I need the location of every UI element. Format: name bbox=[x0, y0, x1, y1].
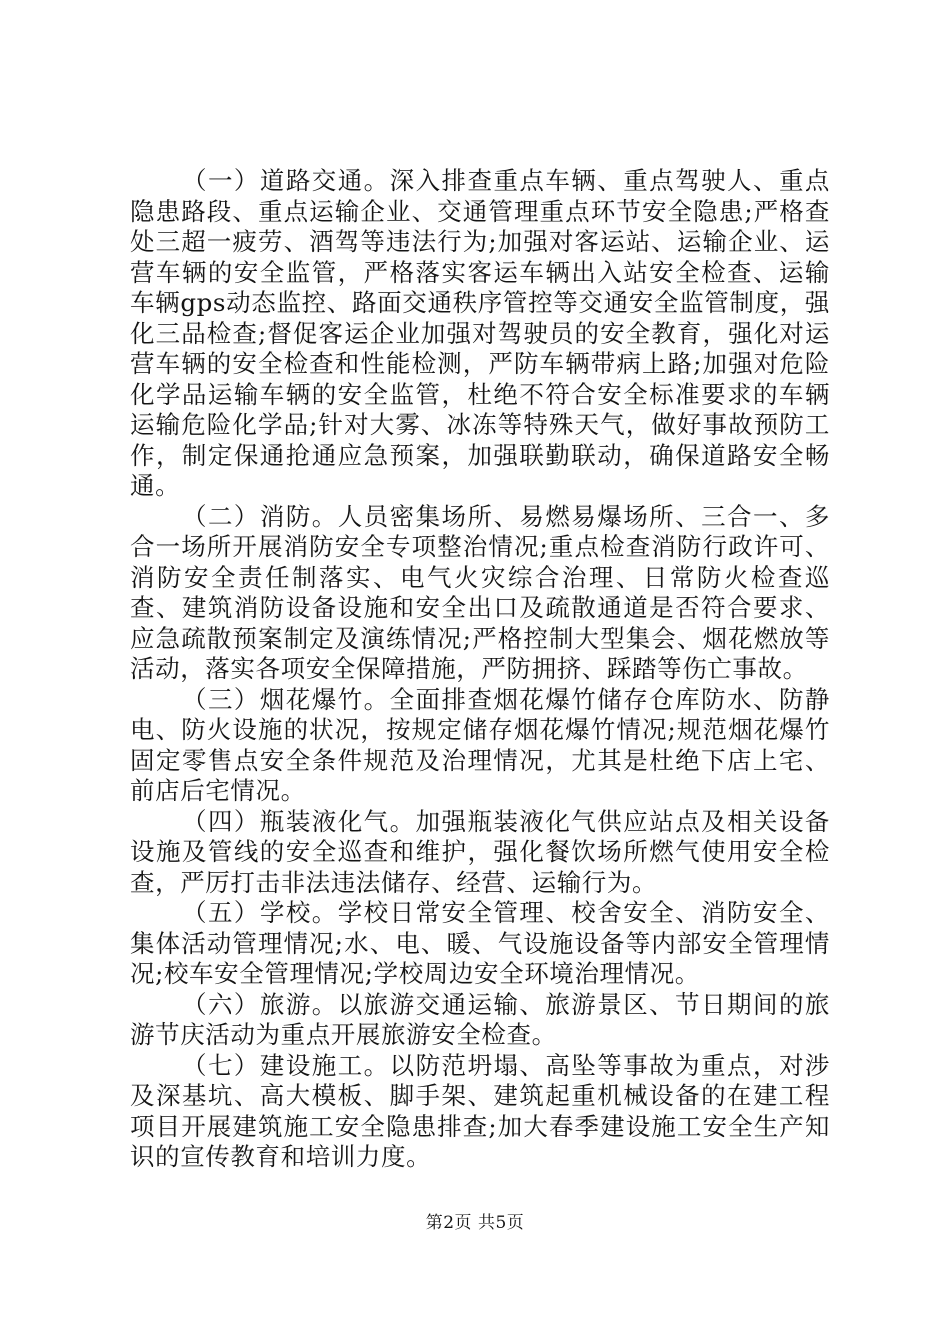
page-number-footer: 第2页 共5页 bbox=[425, 1213, 525, 1233]
paragraph-construction: （七）建设施工。以防范坍塌、高坠等事故为重点，对涉及深基坑、高大模板、脚手架、建筑起重机械设备的在建工程项目开展建筑施工安全隐患排查;加大春季建设施工安全生产知识的宣传教育和培训力度。 bbox=[130, 1050, 830, 1171]
paragraph-road-traffic: （一）道路交通。深入排查重点车辆、重点驾驶人、重点隐患路段、重点运输企业、交通管理重点环节安全隐患;严格查处三超一疲劳、酒驾等违法行为;加强对客运站、运输企业、运营车辆的安全监管，严格落实客运车辆出入站安全检查、运输车辆gps动态监控、路面交通秩序管控等交通安全监管制度，强化三品检查;督促客运企业加强对驾驶员的安全教育，强化对运营车辆的安全检查和性能检测，严防车辆带病上路;加强对危险化学品运输车辆的安全监管，杜绝不符合安全标准要求的车辆运输危险化学品;针对大雾、冰冻等特殊天气，做好事故预防工作，制定保通抢通应急预案，加强联勤联动，确保道路安全畅通。 bbox=[130, 166, 830, 500]
paragraph-fireworks: （三）烟花爆竹。全面排查烟花爆竹储存仓库防水、防静电、防火设施的状况，按规定储存烟花爆竹情况;规范烟花爆竹固定零售点安全条件规范及治理情况，尤其是杜绝下店上宅、前店后宅情况。 bbox=[130, 684, 830, 805]
paragraph-fire-protection: （二）消防。人员密集场所、易燃易爆场所、三合一、多合一场所开展消防安全专项整治情况;重点检查消防行政许可、消防安全责任制落实、电气火灾综合治理、日常防火检查巡查、建筑消防设备设施和安全出口及疏散通道是否符合要求、应急疏散预案制定及演练情况;严格控制大型集会、烟花燃放等活动，落实各项安全保障措施，严防拥挤、踩踏等伤亡事故。 bbox=[130, 501, 830, 683]
paragraph-tourism: （六）旅游。以旅游交通运输、旅游景区、节日期间的旅游节庆活动为重点开展旅游安全检查。 bbox=[130, 989, 830, 1049]
paragraph-schools: （五）学校。学校日常安全管理、校舍安全、消防安全、集体活动管理情况;水、电、暖、气设施设备等内部安全管理情况;校车安全管理情况;学校周边安全环境治理情况。 bbox=[130, 898, 830, 988]
paragraph-bottled-lpg: （四）瓶装液化气。加强瓶装液化气供应站点及相关设备设施及管线的安全巡查和维护，强化餐饮场所燃气使用安全检查，严厉打击非法违法储存、经营、运输行为。 bbox=[130, 806, 830, 897]
document-body bbox=[130, 166, 830, 1173]
